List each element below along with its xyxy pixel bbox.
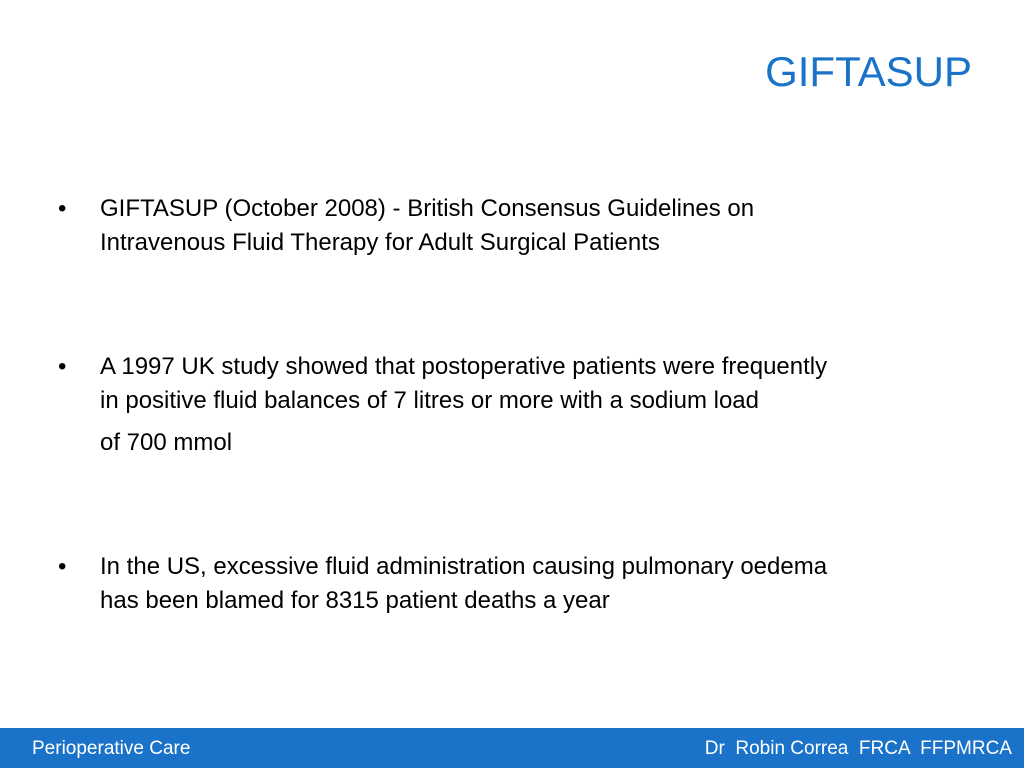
bullet-line: GIFTASUP (October 2008) - British Consensus Guidelines on (100, 195, 755, 222)
bullet-list (58, 192, 978, 618)
bullet-text (100, 192, 978, 260)
bullet-item (58, 350, 978, 460)
slide-title: GIFTASUP (765, 48, 972, 95)
bullet-line: in positive fluid balances of 7 litres or more with a sodium load (100, 387, 759, 414)
footer-course-name: Perioperative Care (32, 738, 191, 759)
bullet-line: In the US, excessive fluid administration causing pulmonary oedema (100, 553, 828, 580)
bullet-marker: • (58, 195, 67, 222)
bullet-item (58, 550, 978, 618)
bullet-item (58, 192, 978, 260)
footer-bar (0, 728, 1024, 768)
bullet-line: of 700 mmol (100, 429, 233, 456)
bullet-text (100, 350, 978, 460)
bullet-line: A 1997 UK study showed that postoperative patients were frequently (100, 353, 828, 380)
bullet-line: Intravenous Fluid Therapy for Adult Surgical Patients (100, 229, 660, 256)
bullet-marker: • (58, 553, 67, 580)
footer-author: Dr Robin Correa FRCA FFPMRCA (704, 738, 1012, 759)
bullet-line: has been blamed for 8315 patient deaths a year (100, 587, 610, 614)
bullet-marker: • (58, 353, 67, 380)
bullet-text (100, 550, 978, 618)
